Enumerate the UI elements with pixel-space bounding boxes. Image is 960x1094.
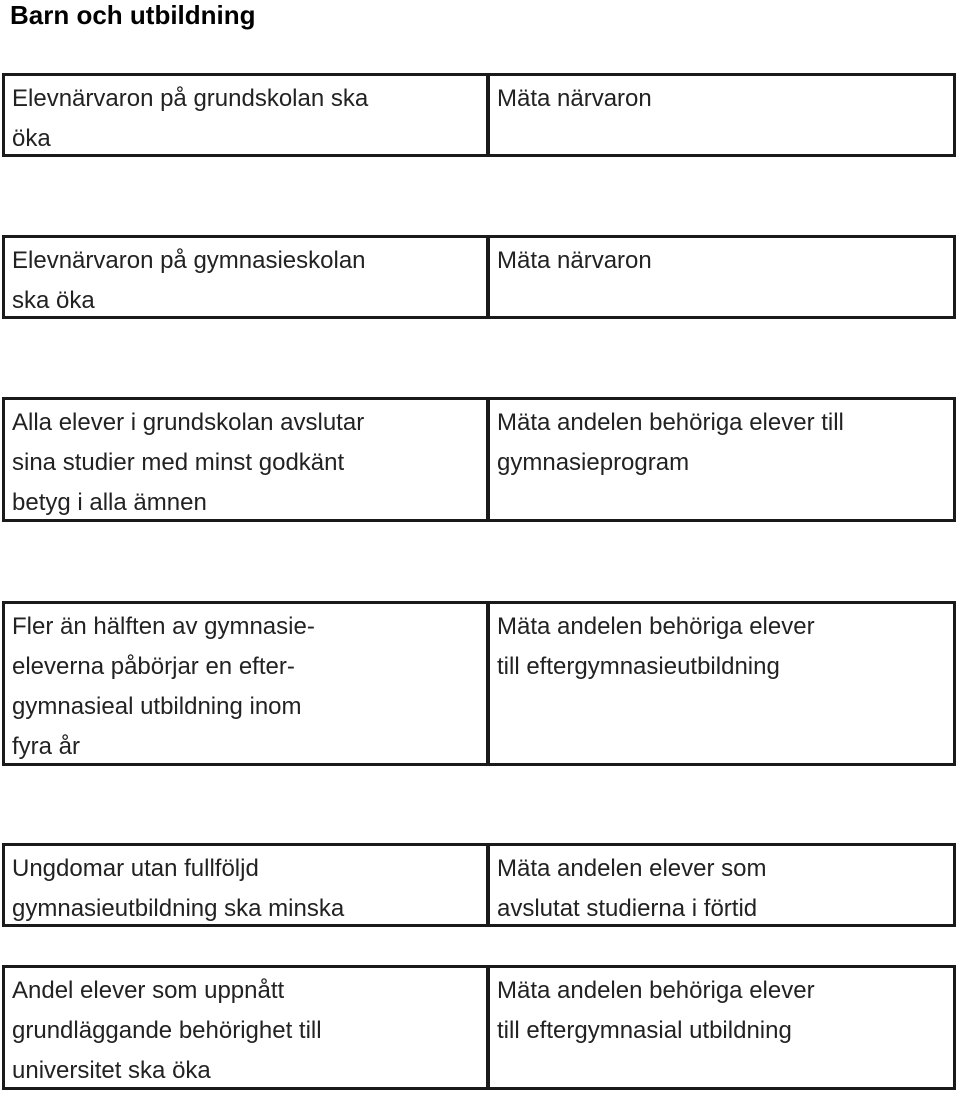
goal-text-4: Fler än hälften av gymnasie- eleverna påbörjar en efter- gymnasieal utbildning inom fyra år (12, 613, 315, 760)
goal-box-2 (2, 235, 489, 319)
goal-text-3: Alla elever i grundskolan avslutar sina studier med minst godkänt betyg i alla ämnen (12, 409, 365, 516)
goal-box-4 (2, 601, 489, 766)
measure-text-2: Mäta närvaron (497, 247, 652, 274)
measure-text-5: Mäta andelen elever som avslutat studierna i förtid (497, 855, 767, 922)
goal-box-1 (2, 73, 489, 157)
measure-text-3: Mäta andelen behöriga elever till gymnasieprogram (497, 409, 844, 476)
page-title: Barn och utbildning (10, 0, 256, 30)
measure-text-4: Mäta andelen behöriga elever till eftergymnasieutbildning (497, 613, 815, 680)
measure-text-6: Mäta andelen behöriga elever till eftergymnasial utbildning (497, 977, 815, 1044)
measure-box-1 (487, 73, 956, 157)
goal-text-2: Elevnärvaron på gymnasieskolan ska öka (12, 247, 366, 314)
measure-box-2 (487, 235, 956, 319)
goal-text-5: Ungdomar utan fullföljd gymnasieutbildning ska minska (12, 855, 345, 922)
measure-box-4 (487, 601, 956, 766)
goal-box-6 (2, 965, 489, 1090)
goal-text-1: Elevnärvaron på grundskolan ska öka (12, 85, 369, 152)
goal-box-3 (2, 397, 489, 522)
measure-box-3 (487, 397, 956, 522)
goal-text-6: Andel elever som uppnått grundläggande behörighet till universitet ska öka (12, 977, 322, 1084)
measure-text-1: Mäta närvaron (497, 85, 652, 112)
measure-box-6 (487, 965, 956, 1090)
measure-box-5 (487, 843, 956, 927)
goal-box-5 (2, 843, 489, 927)
